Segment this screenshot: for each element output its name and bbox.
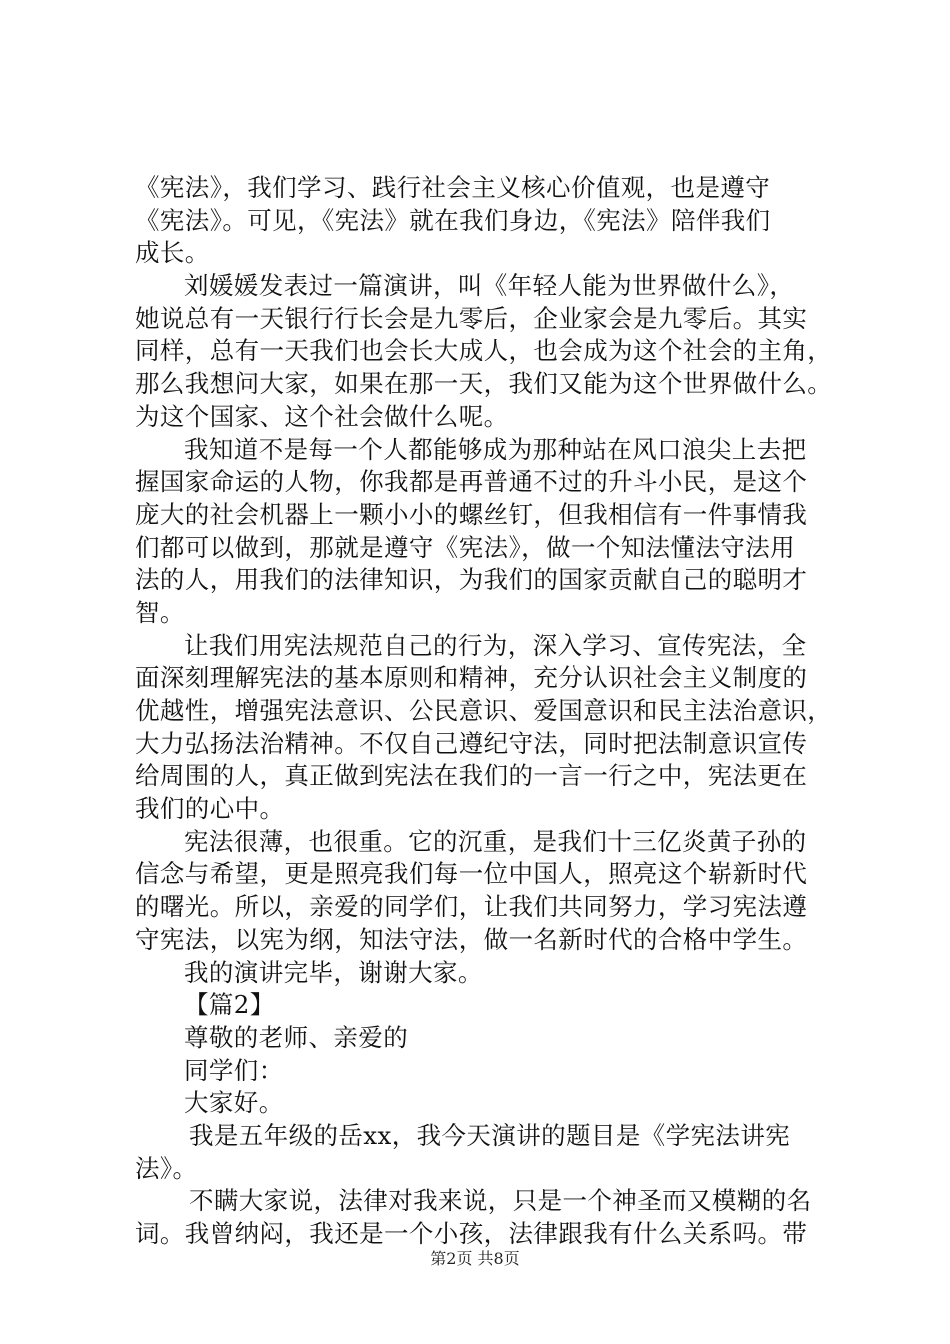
text-line: 我是五年级的岳xx，我今天演讲的题目是《学宪法讲宪	[189, 1120, 791, 1150]
text-line: 的曙光。所以，亲爱的同学们，让我们共同努力，学习宪法遵	[135, 892, 808, 922]
text-line: 智。	[135, 597, 185, 627]
text-line: 那么我想问大家，如果在那一天，我们又能为这个世界做什么。	[135, 369, 833, 399]
text-line: 让我们用宪法规范自己的行为，深入学习、宣传宪法，全	[184, 630, 807, 660]
text-line: 同学们：	[184, 1055, 284, 1085]
text-line: 刘媛媛发表过一篇演讲，叫《年轻人能为世界做什么》，	[184, 271, 795, 301]
text-line: 【篇2】	[184, 990, 275, 1020]
text-line: 们都可以做到，那就是遵守《宪法》，做一个知法懂法守法用	[135, 532, 796, 562]
text-line: 宪法很薄，也很重。它的沉重，是我们十三亿炎黄子孙的	[184, 826, 807, 856]
text-line: 她说总有一天银行行长会是九零后，企业家会是九零后。其实	[135, 303, 808, 333]
page-footer: 第2页 共8页	[430, 1249, 520, 1268]
text-line: 面深刻理解宪法的基本原则和精神，充分认识社会主义制度的	[135, 663, 808, 693]
text-line: 大力弘扬法治精神。不仅自己遵纪守法，同时把法制意识宣传	[135, 728, 808, 758]
text-line: 《宪法》，我们学习、践行社会主义核心价值观，也是遵守	[135, 173, 771, 202]
text-line: 同样，总有一天我们也会长大成人，也会成为这个社会的主角，	[135, 336, 833, 366]
text-line: 守宪法，以宪为纲，知法守法，做一名新时代的合格中学生。	[135, 924, 808, 954]
text-line: 成长。	[135, 238, 210, 268]
text-line: 握国家命运的人物，你我都是再普通不过的升斗小民，是这个	[135, 467, 808, 497]
text-line: 法》。	[135, 1153, 198, 1183]
document-body	[135, 172, 835, 1251]
text-line: 优越性，增强宪法意识、公民意识、爱国意识和民主法治意识，	[135, 696, 833, 725]
text-line: 我的演讲完毕，谢谢大家。	[184, 957, 483, 987]
text-line: 法的人，用我们的法律知识，为我们的国家贡献自己的聪明才	[135, 565, 808, 595]
text-line: 信念与希望，更是照亮我们每一位中国人，照亮这个崭新时代	[135, 859, 808, 889]
text-line: 我知道不是每一个人都能够成为那种站在风口浪尖上去把	[184, 434, 807, 464]
text-line: 庞大的社会机器上一颗小小的螺丝钉，但我相信有一件事情我	[135, 499, 808, 529]
text-line: 为这个国家、这个社会做什么呢。	[135, 401, 509, 431]
text-line: 《宪法》。可见，《宪法》就在我们身边，《宪法》陪伴我们	[135, 205, 771, 235]
text-line: 给周围的人，真正做到宪法在我们的一言一行之中，宪法更在	[135, 761, 808, 791]
text-line: 不瞒大家说，法律对我来说，只是一个神圣而又模糊的名	[189, 1186, 812, 1216]
text-line: 我们的心中。	[135, 794, 285, 824]
text-line: 词。我曾纳闷，我还是一个小孩，法律跟我有什么关系吗。带	[135, 1219, 808, 1248]
text-line: 大家好。	[184, 1088, 284, 1118]
text-line: 尊敬的老师、亲爱的	[184, 1022, 409, 1052]
